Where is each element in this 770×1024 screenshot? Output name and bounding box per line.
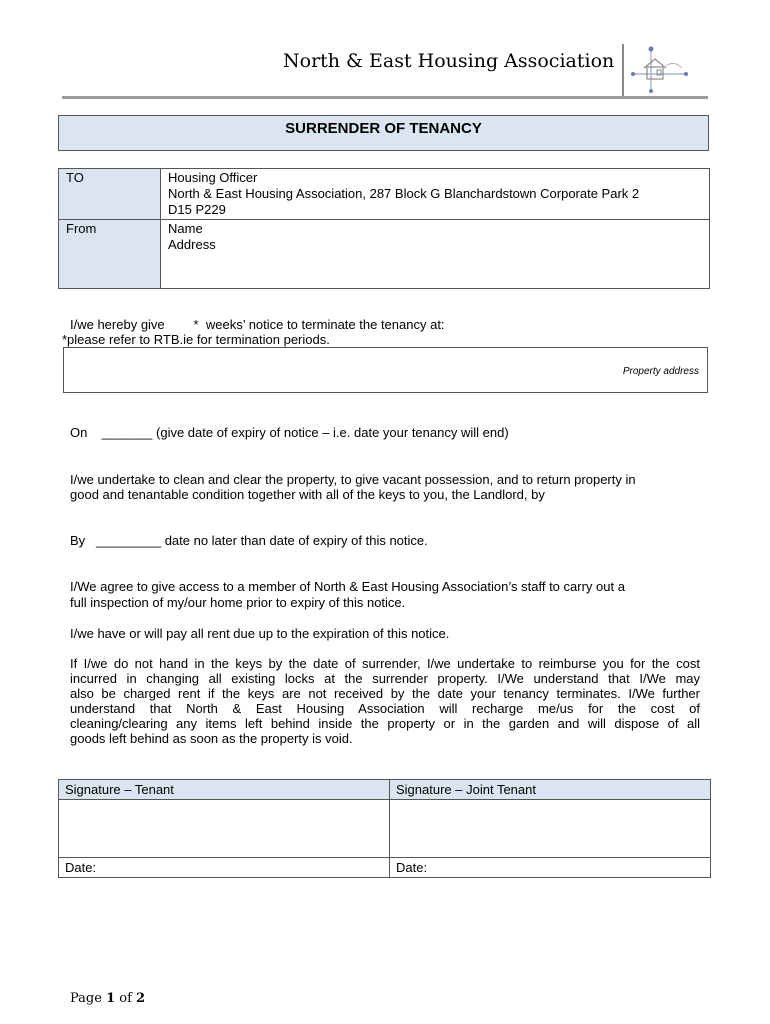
to-line: North & East Housing Association, 287 Block G Blanchardstown Corporate Park 2 (168, 186, 640, 201)
to-line: Housing Officer (168, 170, 258, 185)
access-line-2: full inspection of my/our home prior to expiry of this notice. (70, 595, 406, 610)
joint-date-label: Date: (396, 860, 428, 875)
from-details[interactable] (161, 220, 710, 289)
signature-row (59, 800, 711, 858)
keys-line: cleaning/clearing any items left behind inside the property or in the garden and will dispose of all (70, 716, 700, 731)
undertake-line-1: I/we undertake to clean and clear the property, to give vacant possession, and to return property in (70, 472, 636, 487)
tenant-signature-field[interactable] (59, 800, 390, 858)
access-line-1: I/We agree to give access to a member of North & East Housing Association’s staff to carry out a (70, 579, 625, 594)
header-divider (62, 96, 708, 99)
recipient-table (58, 168, 710, 289)
undertake-line-2: good and tenantable condition together with all of the keys to you, the Landlord, by (70, 487, 545, 502)
by-date-line: By _________ date no later than date of expiry of this notice. (70, 533, 428, 548)
tenant-date-label: Date: (65, 860, 97, 875)
keys-paragraph (70, 656, 700, 746)
tenant-date-field[interactable] (59, 858, 390, 878)
house-logo-icon (628, 44, 692, 96)
current-page: 1 (106, 991, 116, 1006)
from-label: From (59, 220, 161, 289)
joint-tenant-date-field[interactable] (390, 858, 711, 878)
form-title: SURRENDER OF TENANCY (58, 115, 709, 151)
keys-line: If I/we do not hand in the keys by the date of surrender, I/we undertake to reimburse you for the cost (70, 656, 700, 671)
tenant-signature-label: Signature – Tenant (59, 780, 390, 800)
date-row (59, 858, 711, 878)
rent-statement: I/we have or will pay all rent due up to the expiration of this notice. (70, 626, 450, 641)
signature-table (58, 779, 711, 878)
property-address-label: Property address (622, 366, 699, 377)
keys-line: also be charged rent if the keys are not received by the date your tenancy terminates. I/We further (70, 686, 700, 701)
expiry-date-line: On _______ (give date of expiry of notice – i.e. date your tenancy will end) (70, 425, 509, 440)
notice-line (70, 317, 445, 332)
keys-line: understand that North & East Housing Association will recharge me/us for the cost of (70, 701, 700, 716)
signature-header-row (59, 780, 711, 800)
page-word: Page (70, 991, 107, 1006)
of-word: of (115, 991, 137, 1006)
header-divider-vertical (622, 44, 624, 96)
from-name-field: Name (168, 221, 203, 236)
rtb-note: *please refer to RTB.ie for termination periods. (62, 332, 330, 347)
to-row (59, 169, 710, 220)
to-line: D15 P229 (168, 202, 226, 217)
notice-text: I/we hereby give * weeks’ notice to terminate the tenancy at: (70, 317, 445, 332)
organization-name: North & East Housing Association (283, 50, 615, 72)
from-row (59, 220, 710, 289)
to-details (161, 169, 710, 220)
from-address-field: Address (168, 237, 216, 252)
joint-tenant-signature-label: Signature – Joint Tenant (390, 780, 711, 800)
keys-line: goods left behind as soon as the property is void. (70, 731, 353, 746)
total-pages: 2 (136, 991, 146, 1006)
keys-line: incurred in changing all existing locks at the surrender property. I/We understand that I/We may (70, 671, 700, 686)
page-number (70, 991, 145, 1006)
to-label: TO (59, 169, 161, 220)
joint-tenant-signature-field[interactable] (390, 800, 711, 858)
property-address-field[interactable] (63, 347, 708, 393)
